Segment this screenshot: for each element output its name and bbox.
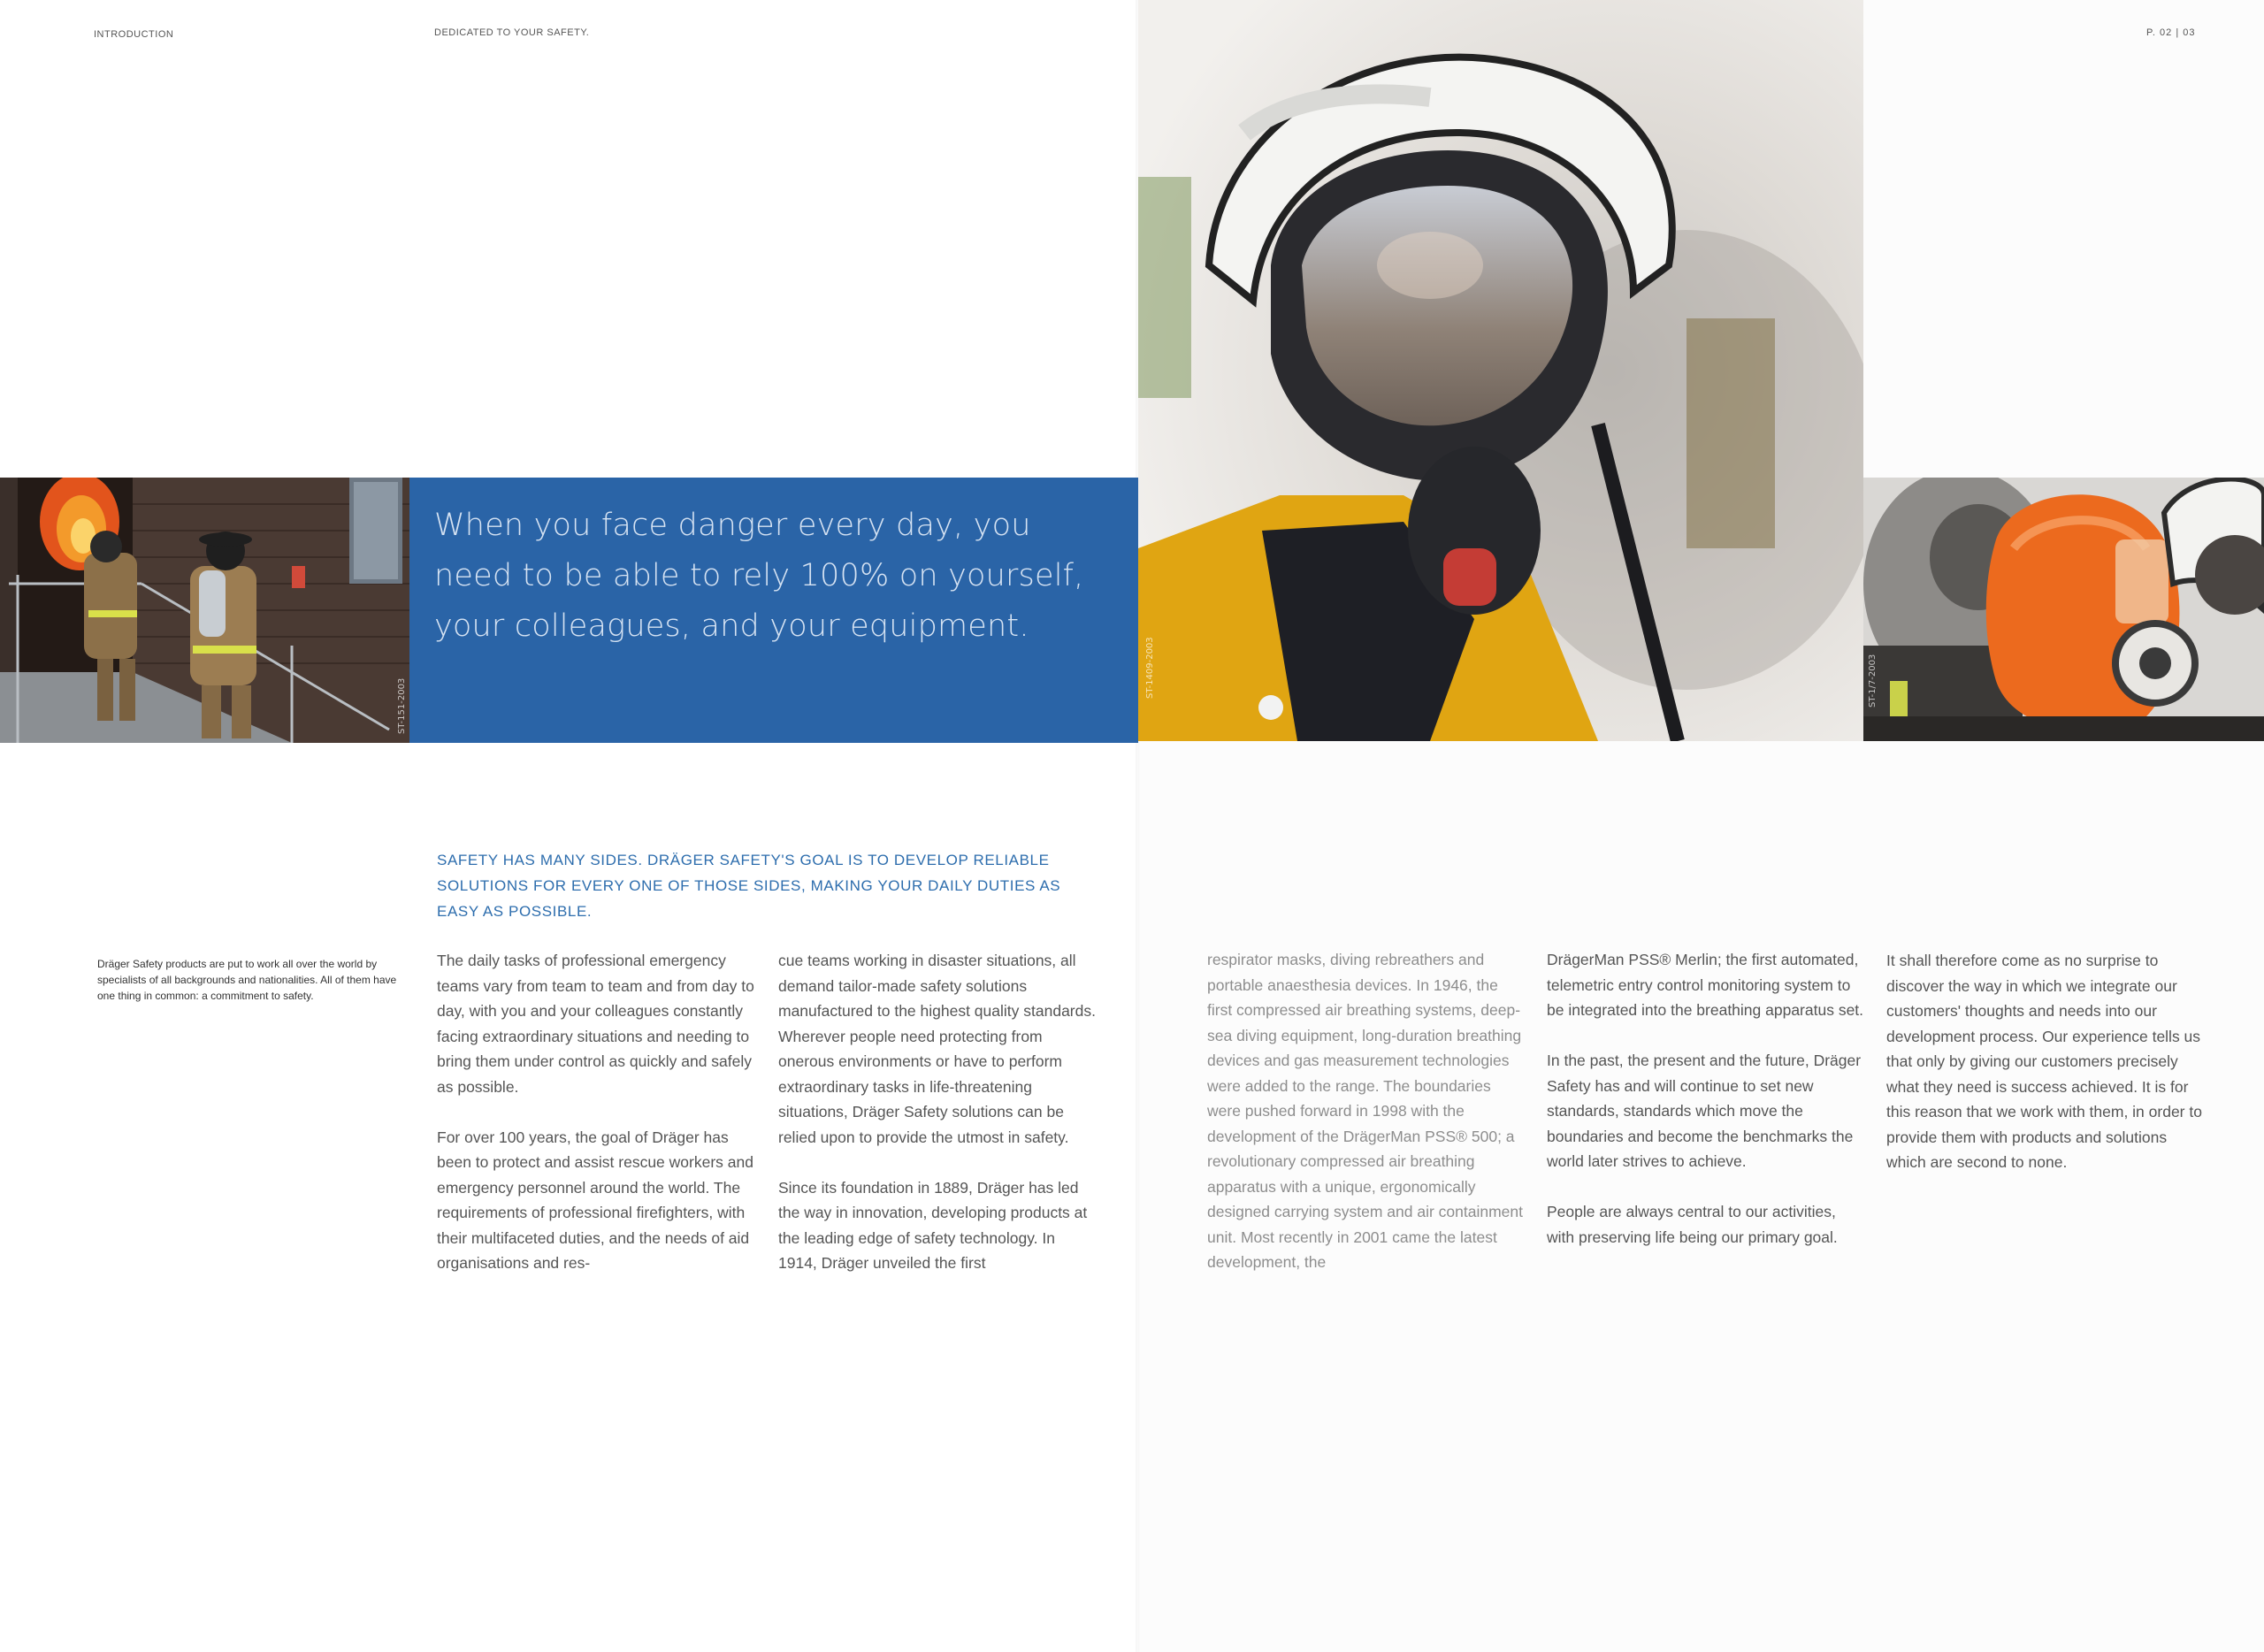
photo-code-1: ST-151-2003	[397, 677, 407, 734]
body-paragraph: In the past, the present and the future, Dräger Safety has and will continue to set new standards, standards which move the boundaries and become the benchmarks the world later strives to achieve.	[1547, 1052, 1862, 1170]
photo-code-3: ST-1/7-2003	[1868, 654, 1878, 707]
pull-quote: When you face danger every day, you need to be able to rely 100% on yourself, your colleagues, and your equipment.	[434, 508, 1084, 644]
body-paragraph: For over 100 years, the goal of Dräger has been to protect and assist rescue workers and emergency personnel around the world. The requirements of professional firefighters, with their multifaceted duties, and the needs of aid organisations and res-	[437, 1128, 753, 1272]
caption-text: Dräger Safety products are put to work all over the world by specialists of all backgrounds and nationalities. All of them have one thing in common: a commitment to safety.	[97, 958, 397, 1002]
firefighter-helmet-photo	[1138, 0, 1863, 741]
firefighters-entering-building-photo	[0, 478, 409, 743]
body-column-2	[778, 948, 1097, 1301]
body-column-5	[1886, 948, 2205, 1200]
body-paragraph: respirator masks, diving rebreathers and portable anaesthesia devices. In 1946, the first compressed air breathing systems, deep-sea diving equipment, long-duration breathing devices and gas measurement technologies were added to the range. The boundaries were pushed forward in 1998 with the development of the DrägerMan PSS® 500; a revolutionary compressed air breathing apparatus with a unique, ergonomically designed carrying system and air containment unit. Most recently in 2001 came the latest development, the	[1207, 951, 1523, 1271]
body-paragraph: cue teams working in disaster situations, all demand tailor-made safety solutions manufactured to the highest quality standards. Wherever people need protecting from onerous environments or have to perform extraordinary tasks in life-threatening situations, Dräger Safety solutions can be relied upon to provide the utmost in safety.	[778, 952, 1096, 1146]
body-column-4	[1547, 947, 1865, 1275]
body-column-3	[1207, 947, 1526, 1300]
escape-hood-photo	[1863, 478, 2264, 741]
body-column-1	[437, 948, 755, 1301]
body-paragraph: The daily tasks of professional emergency teams vary from team to team and from day to day, with you and your colleagues constantly facing extraordinary situations and needing to bring them under control as quickly and safely as possible.	[437, 952, 754, 1096]
body-paragraph: Since its foundation in 1889, Dräger has led the way in innovation, developing products at the leading edge of safety technology. In 1914, Dräger unveiled the first	[778, 1178, 1088, 1272]
page-title: DEDICATED TO YOUR SAFETY.	[434, 27, 590, 38]
body-paragraph: DrägerMan PSS® Merlin; the first automated, telemetric entry control monitoring system to be integrated into the breathing apparatus set.	[1547, 951, 1864, 1019]
photo-code-2: ST-1409-2003	[1145, 637, 1155, 699]
body-paragraph: It shall therefore come as no surprise to discover the way in which we integrate our customers' thoughts and needs into our development process. Our experience tells us that only by giving our customers precisely what they need is success achieved. It is for this reason that we work with them, in order to provide them with products and solutions which are second to none.	[1886, 952, 2202, 1171]
body-paragraph: People are always central to our activities, with preserving life being our primary goal.	[1547, 1203, 1838, 1246]
intro-heading: SAFETY HAS MANY SIDES. DRÄGER SAFETY'S GOAL IS TO DEVELOP RELIABLE SOLUTIONS FOR EVERY ONE OF THOSE SIDES, MAKING YOUR DAILY DUTIES AS EASY AS POSSIBLE.	[437, 852, 1061, 920]
page-number: P. 02 | 03	[2146, 27, 2196, 38]
section-label: INTRODUCTION	[94, 29, 174, 40]
